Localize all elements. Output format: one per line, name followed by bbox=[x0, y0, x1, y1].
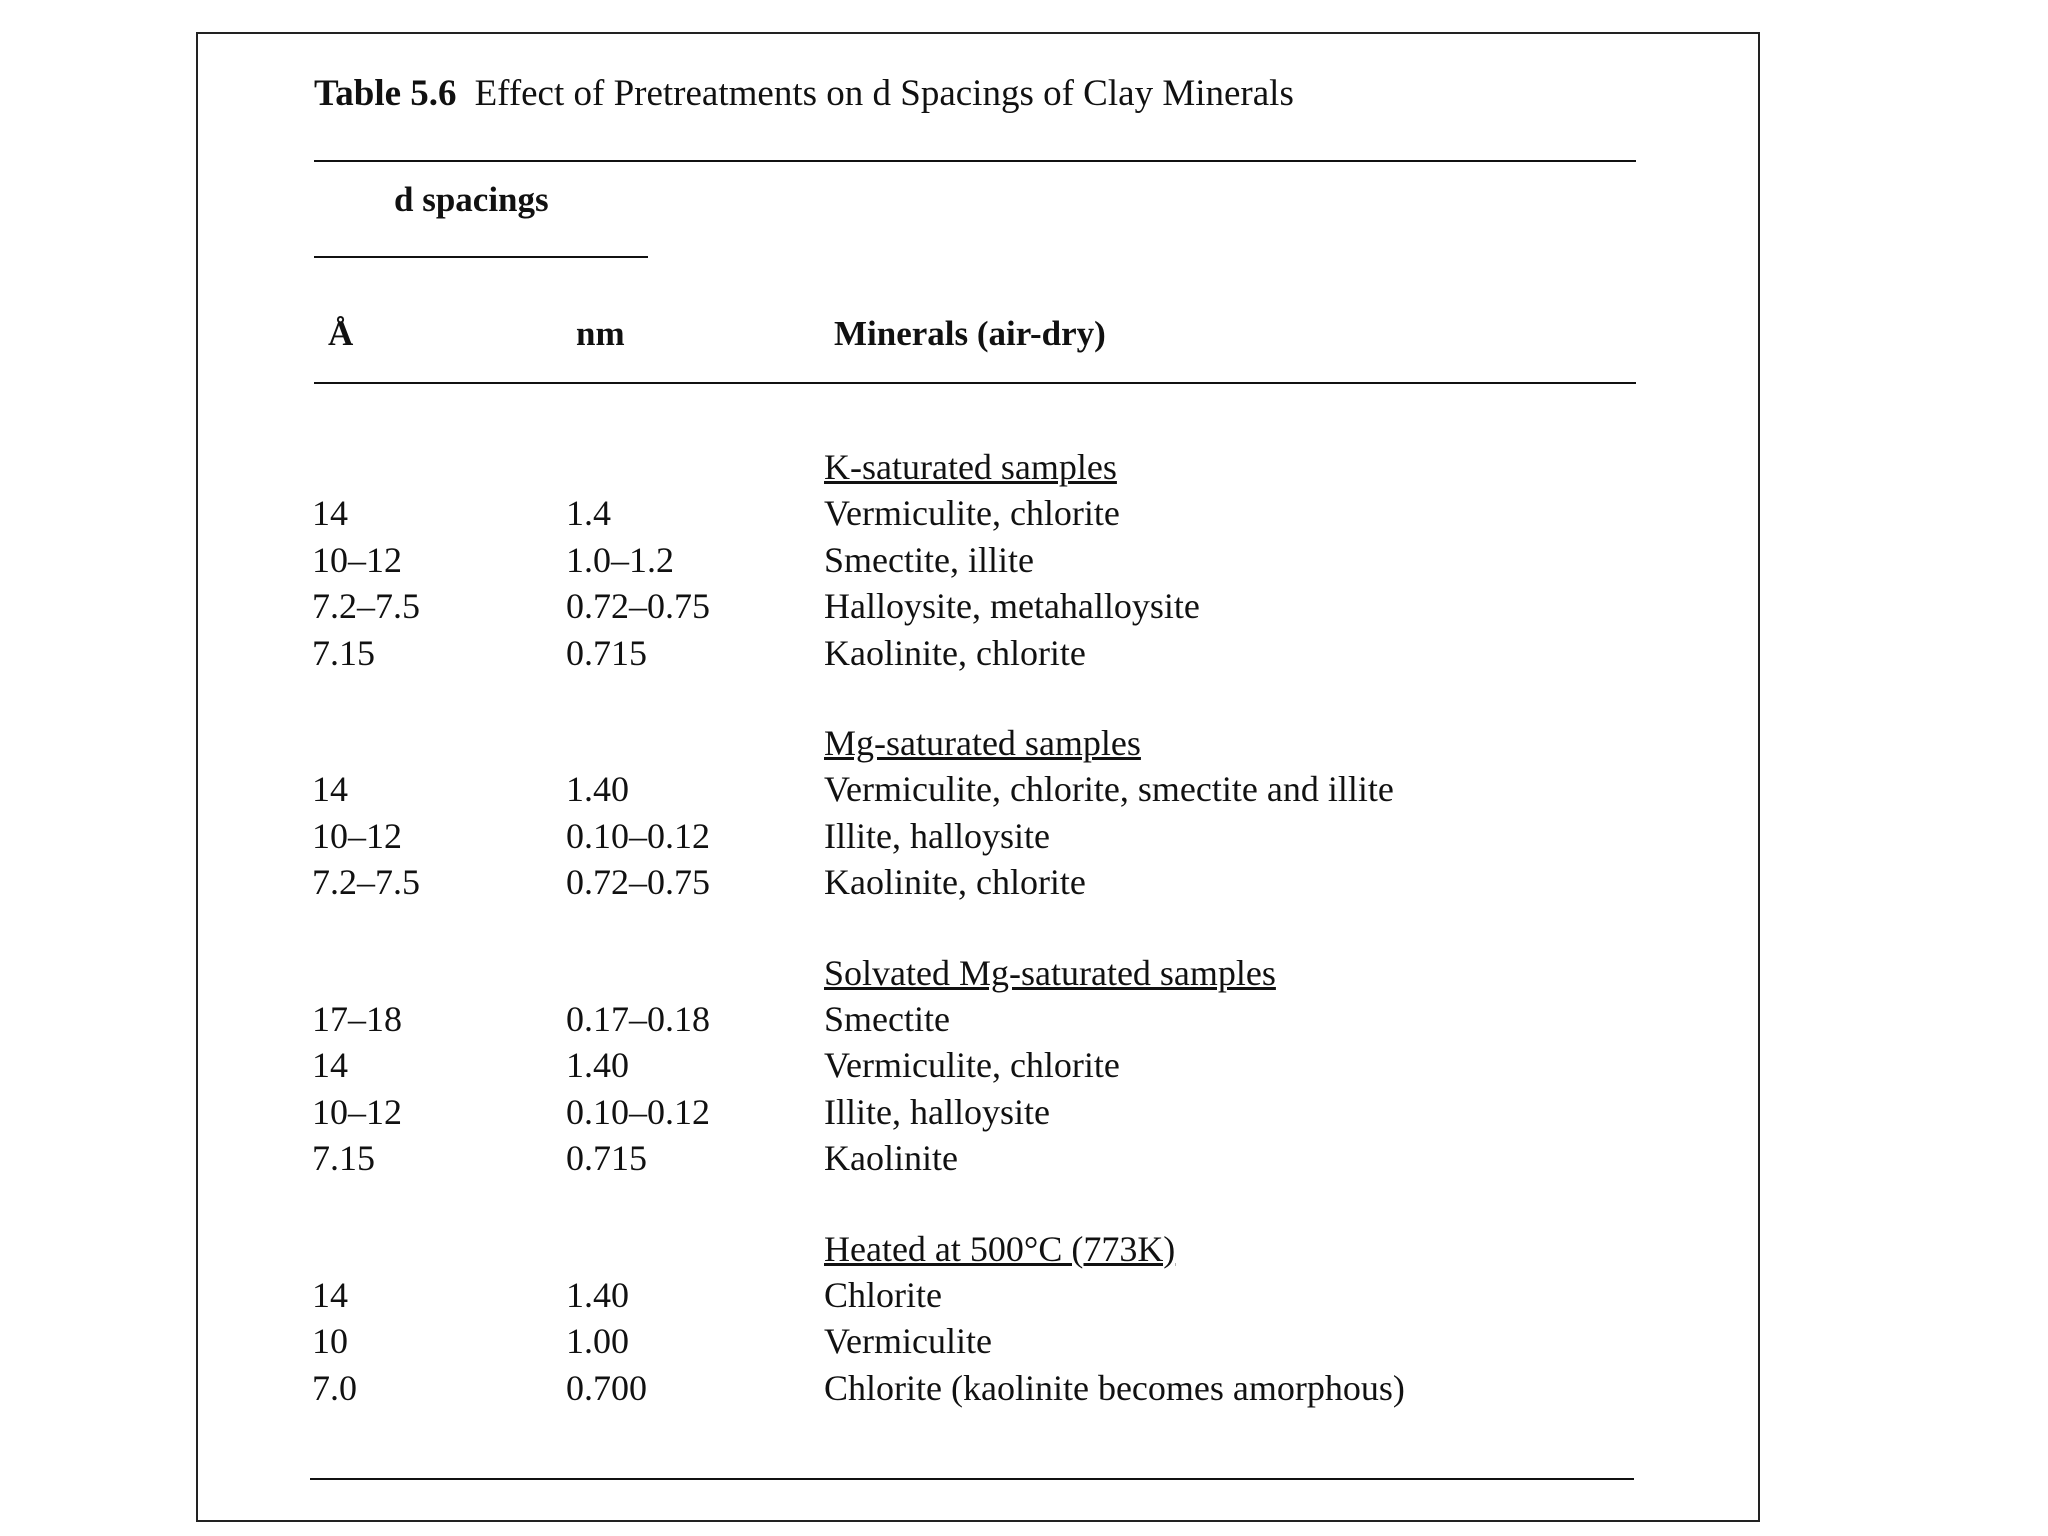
cell-minerals: Smectite, illite bbox=[824, 539, 1034, 580]
table-title bbox=[314, 72, 1294, 115]
table-row bbox=[308, 766, 1648, 813]
cell-angstrom: 14 bbox=[312, 493, 348, 533]
cell-angstrom: 7.15 bbox=[312, 632, 375, 673]
cell-minerals: Vermiculite, chlorite, smectite and illite bbox=[824, 769, 1394, 809]
table-row bbox=[308, 996, 1648, 1043]
cell-nm: 0.700 bbox=[566, 1367, 647, 1408]
cell-minerals: Smectite bbox=[824, 998, 950, 1039]
header-minerals: Minerals (air-dry) bbox=[834, 314, 1106, 353]
table-row bbox=[308, 1042, 1648, 1089]
d-spacings-span-rule bbox=[314, 256, 648, 258]
section-title: Mg-saturated samples bbox=[824, 723, 1141, 763]
cell-minerals: Chlorite (kaolinite becomes amorphous) bbox=[824, 1367, 1405, 1408]
cell-minerals: Kaolinite, chlorite bbox=[824, 862, 1086, 902]
cell-nm: 1.40 bbox=[566, 1274, 629, 1315]
table-number: Table 5.6 bbox=[314, 73, 457, 114]
cell-minerals: Kaolinite, chlorite bbox=[824, 632, 1086, 673]
cell-minerals: Vermiculite, chlorite bbox=[824, 1045, 1120, 1085]
cell-minerals: Vermiculite bbox=[824, 1321, 992, 1361]
section-heated bbox=[308, 1226, 1648, 1412]
table-frame bbox=[196, 32, 1760, 1522]
cell-nm: 0.72–0.75 bbox=[566, 586, 710, 626]
cell-angstrom: 17–18 bbox=[312, 998, 402, 1039]
cell-minerals: Vermiculite, chlorite bbox=[824, 493, 1120, 533]
cell-angstrom: 14 bbox=[312, 769, 348, 809]
table-row bbox=[308, 1365, 1648, 1412]
cell-nm: 0.72–0.75 bbox=[566, 862, 710, 902]
table-body bbox=[308, 444, 1648, 1455]
cell-angstrom: 7.2–7.5 bbox=[312, 586, 420, 626]
section-mg-saturated bbox=[308, 720, 1648, 906]
header-rule bbox=[314, 382, 1636, 384]
section-title: K-saturated samples bbox=[824, 447, 1117, 487]
cell-nm: 1.0–1.2 bbox=[566, 539, 674, 580]
cell-nm: 1.40 bbox=[566, 1045, 629, 1085]
table-caption: Effect of Pretreatments on d Spacings of Clay Minerals bbox=[474, 73, 1294, 114]
header-angstrom: Å bbox=[328, 314, 354, 353]
cell-nm: 0.715 bbox=[566, 632, 647, 673]
table-row bbox=[308, 1089, 1648, 1136]
table-row bbox=[308, 630, 1648, 677]
cell-angstrom: 14 bbox=[312, 1274, 348, 1315]
cell-angstrom: 10 bbox=[312, 1321, 348, 1361]
cell-angstrom: 10–12 bbox=[312, 815, 402, 856]
cell-angstrom: 7.2–7.5 bbox=[312, 862, 420, 902]
cell-minerals: Chlorite bbox=[824, 1274, 942, 1315]
table-row bbox=[308, 537, 1648, 584]
cell-angstrom: 14 bbox=[312, 1045, 348, 1085]
table-row bbox=[308, 1135, 1648, 1182]
table-row bbox=[308, 1318, 1648, 1365]
header-nm: nm bbox=[576, 314, 625, 353]
cell-angstrom: 7.0 bbox=[312, 1367, 357, 1408]
cell-angstrom: 10–12 bbox=[312, 1091, 402, 1132]
table-row bbox=[308, 813, 1648, 860]
cell-nm: 1.00 bbox=[566, 1321, 629, 1361]
cell-nm: 0.10–0.12 bbox=[566, 815, 710, 856]
cell-nm: 0.715 bbox=[566, 1138, 647, 1178]
table-row bbox=[308, 583, 1648, 630]
section-k-saturated bbox=[308, 444, 1648, 676]
top-rule bbox=[314, 160, 1636, 162]
bottom-rule bbox=[310, 1478, 1634, 1480]
cell-angstrom: 7.15 bbox=[312, 1138, 375, 1178]
cell-angstrom: 10–12 bbox=[312, 539, 402, 580]
cell-nm: 1.40 bbox=[566, 769, 629, 809]
cell-minerals: Illite, halloysite bbox=[824, 1091, 1050, 1132]
table-row bbox=[308, 859, 1648, 906]
section-title: Solvated Mg-saturated samples bbox=[824, 952, 1276, 993]
header-d-spacings: d spacings bbox=[394, 180, 549, 219]
cell-minerals: Illite, halloysite bbox=[824, 815, 1050, 856]
section-solvated-mg-saturated bbox=[308, 950, 1648, 1182]
cell-minerals: Halloysite, metahalloysite bbox=[824, 586, 1200, 626]
cell-nm: 0.10–0.12 bbox=[566, 1091, 710, 1132]
cell-nm: 1.4 bbox=[566, 493, 611, 533]
section-title: Heated at 500°C (773K) bbox=[824, 1228, 1176, 1269]
table-row bbox=[308, 1272, 1648, 1319]
table-row bbox=[308, 490, 1648, 537]
cell-minerals: Kaolinite bbox=[824, 1138, 958, 1178]
cell-nm: 0.17–0.18 bbox=[566, 998, 710, 1039]
